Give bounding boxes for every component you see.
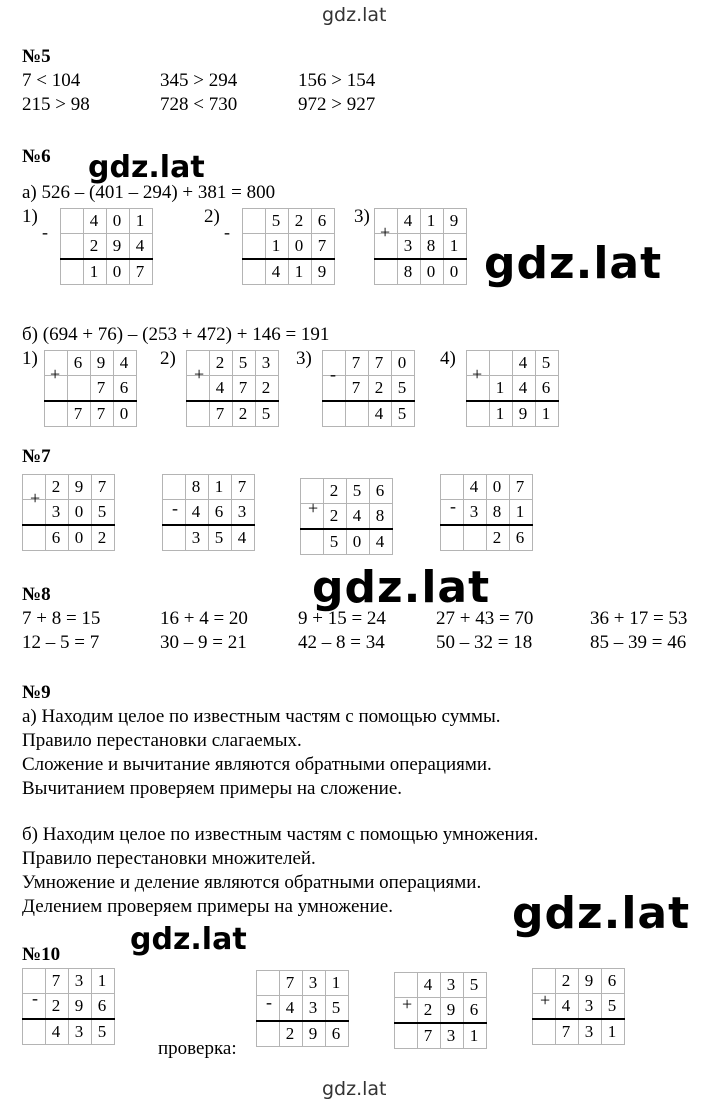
n8-r1-c1: 7 + 8 = 15	[22, 608, 101, 629]
watermark-bottom: gdz.lat	[322, 1078, 387, 1100]
n9-b-line-4: Делением проверяем примеры на умножение.	[22, 896, 393, 917]
n9-b-line-1: б) Находим целое по известным частям с помощью умножения.	[22, 824, 539, 845]
n8-r1-c2: 16 + 4 = 20	[160, 608, 248, 629]
n6-a-grid-2: - 5 2 6 1 0 7 4 1 9	[228, 208, 335, 285]
n6-b-grid-2: + 2 5 3 4 7 2 7 2 5	[186, 350, 279, 427]
n7-title: №7	[22, 446, 51, 467]
n8-r1-c4: 27 + 43 = 70	[436, 608, 534, 629]
n6-b-label-1: 1)	[22, 348, 38, 369]
plus-sign: +	[194, 364, 205, 384]
n6-b-grid-1: + 6 9 4 7 6 7 7 0	[44, 350, 137, 427]
n8-r2-c5: 85 – 39 = 46	[590, 632, 687, 653]
n6-b-expression: б) (694 + 76) – (253 + 472) + 146 = 191	[22, 324, 330, 345]
minus-sign: -	[266, 992, 272, 1012]
minus-sign: -	[450, 496, 456, 516]
n7-grid-4: - 4 0 7 3 8 1 2 6	[440, 474, 533, 551]
n5-r2-c1: 215 > 98	[22, 94, 90, 115]
n6-a-expression: а) 526 – (401 – 294) + 381 = 800	[22, 182, 276, 203]
n8-title: №8	[22, 584, 51, 605]
n9-a-line-4: Вычитанием проверяем примеры на сложение.	[22, 778, 403, 799]
n7-grid-2: - 8 1 7 4 6 3 3 5 4	[162, 474, 255, 551]
plus-sign: +	[30, 488, 41, 508]
watermark-n6: gdz.lat	[88, 150, 205, 185]
minus-sign: -	[172, 498, 178, 518]
n6-a-label-2: 2)	[204, 206, 220, 227]
n9-title: №9	[22, 682, 51, 703]
n10-check-grid-3: + 2 9 6 4 3 5 7 3 1	[532, 968, 625, 1045]
n6-b-label-2: 2)	[160, 348, 176, 369]
n6-title: №6	[22, 146, 51, 167]
plus-sign: +	[472, 364, 483, 384]
plus-sign: +	[308, 498, 319, 518]
watermark-top: gdz.lat	[322, 4, 387, 26]
n5-r1-c3: 156 > 154	[298, 70, 376, 91]
n6-a-label-3: 3)	[354, 206, 370, 227]
n6-b-label-4: 4)	[440, 348, 456, 369]
n7-grid-1: + 2 9 7 3 0 5 6 0 2	[22, 474, 115, 551]
n6-b-label-3: 3)	[296, 348, 312, 369]
n5-title: №5	[22, 46, 51, 67]
n10-check-label: проверка:	[158, 1038, 237, 1059]
watermark-right: gdz.lat	[484, 238, 663, 289]
n6-a-label-1: 1)	[22, 206, 38, 227]
plus-sign: +	[380, 222, 391, 242]
minus-sign: -	[32, 988, 38, 1008]
n8-r1-c5: 36 + 17 = 53	[590, 608, 688, 629]
minus-sign: -	[42, 222, 48, 242]
watermark-n10: gdz.lat	[130, 922, 247, 957]
n10-check-grid-1: - 7 3 1 4 3 5 2 9 6	[256, 970, 349, 1047]
watermark-center: gdz.lat	[312, 562, 491, 613]
n9-a-line-2: Правило перестановки слагаемых.	[22, 730, 302, 751]
n9-b-line-2: Правило перестановки множителей.	[22, 848, 316, 869]
n8-r2-c4: 50 – 32 = 18	[436, 632, 533, 653]
watermark-right-lower: gdz.lat	[512, 888, 691, 939]
n9-b-line-3: Умножение и деление являются обратными операциями.	[22, 872, 482, 893]
n6-a-grid-1: - 4 0 1 2 9 4 1 0 7	[46, 208, 153, 285]
n5-r1-c2: 345 > 294	[160, 70, 238, 91]
plus-sign: +	[50, 364, 61, 384]
n8-r1-c3: 9 + 15 = 24	[298, 608, 386, 629]
plus-sign: +	[540, 990, 551, 1010]
n5-r2-c2: 728 < 730	[160, 94, 238, 115]
minus-sign: -	[330, 364, 336, 384]
n6-b-grid-4: + 4 5 1 4 6 1 9 1	[466, 350, 559, 427]
n8-r2-c3: 42 – 8 = 34	[298, 632, 385, 653]
n8-r2-c1: 12 – 5 = 7	[22, 632, 100, 653]
minus-sign: -	[224, 222, 230, 242]
n6-a-grid-3: + 4 1 9 3 8 1 8 0 0	[370, 208, 467, 285]
n10-main-grid: - 7 3 1 2 9 6 4 3 5	[22, 968, 115, 1045]
n10-check-grid-2: + 4 3 5 2 9 6 7 3 1	[394, 972, 487, 1049]
n5-r1-c1: 7 < 104	[22, 70, 81, 91]
n9-a-line-1: а) Находим целое по известным частям с помощью суммы.	[22, 706, 501, 727]
n8-r2-c2: 30 – 9 = 21	[160, 632, 247, 653]
n10-title: №10	[22, 944, 61, 965]
n5-r2-c3: 972 > 927	[298, 94, 376, 115]
plus-sign: +	[402, 994, 413, 1014]
n6-b-grid-3: - 7 7 0 7 2 5 4 5	[322, 350, 415, 427]
n9-a-line-3: Сложение и вычитание являются обратными операциями.	[22, 754, 492, 775]
n7-grid-3: + 2 5 6 2 4 8 5 0 4	[300, 478, 393, 555]
